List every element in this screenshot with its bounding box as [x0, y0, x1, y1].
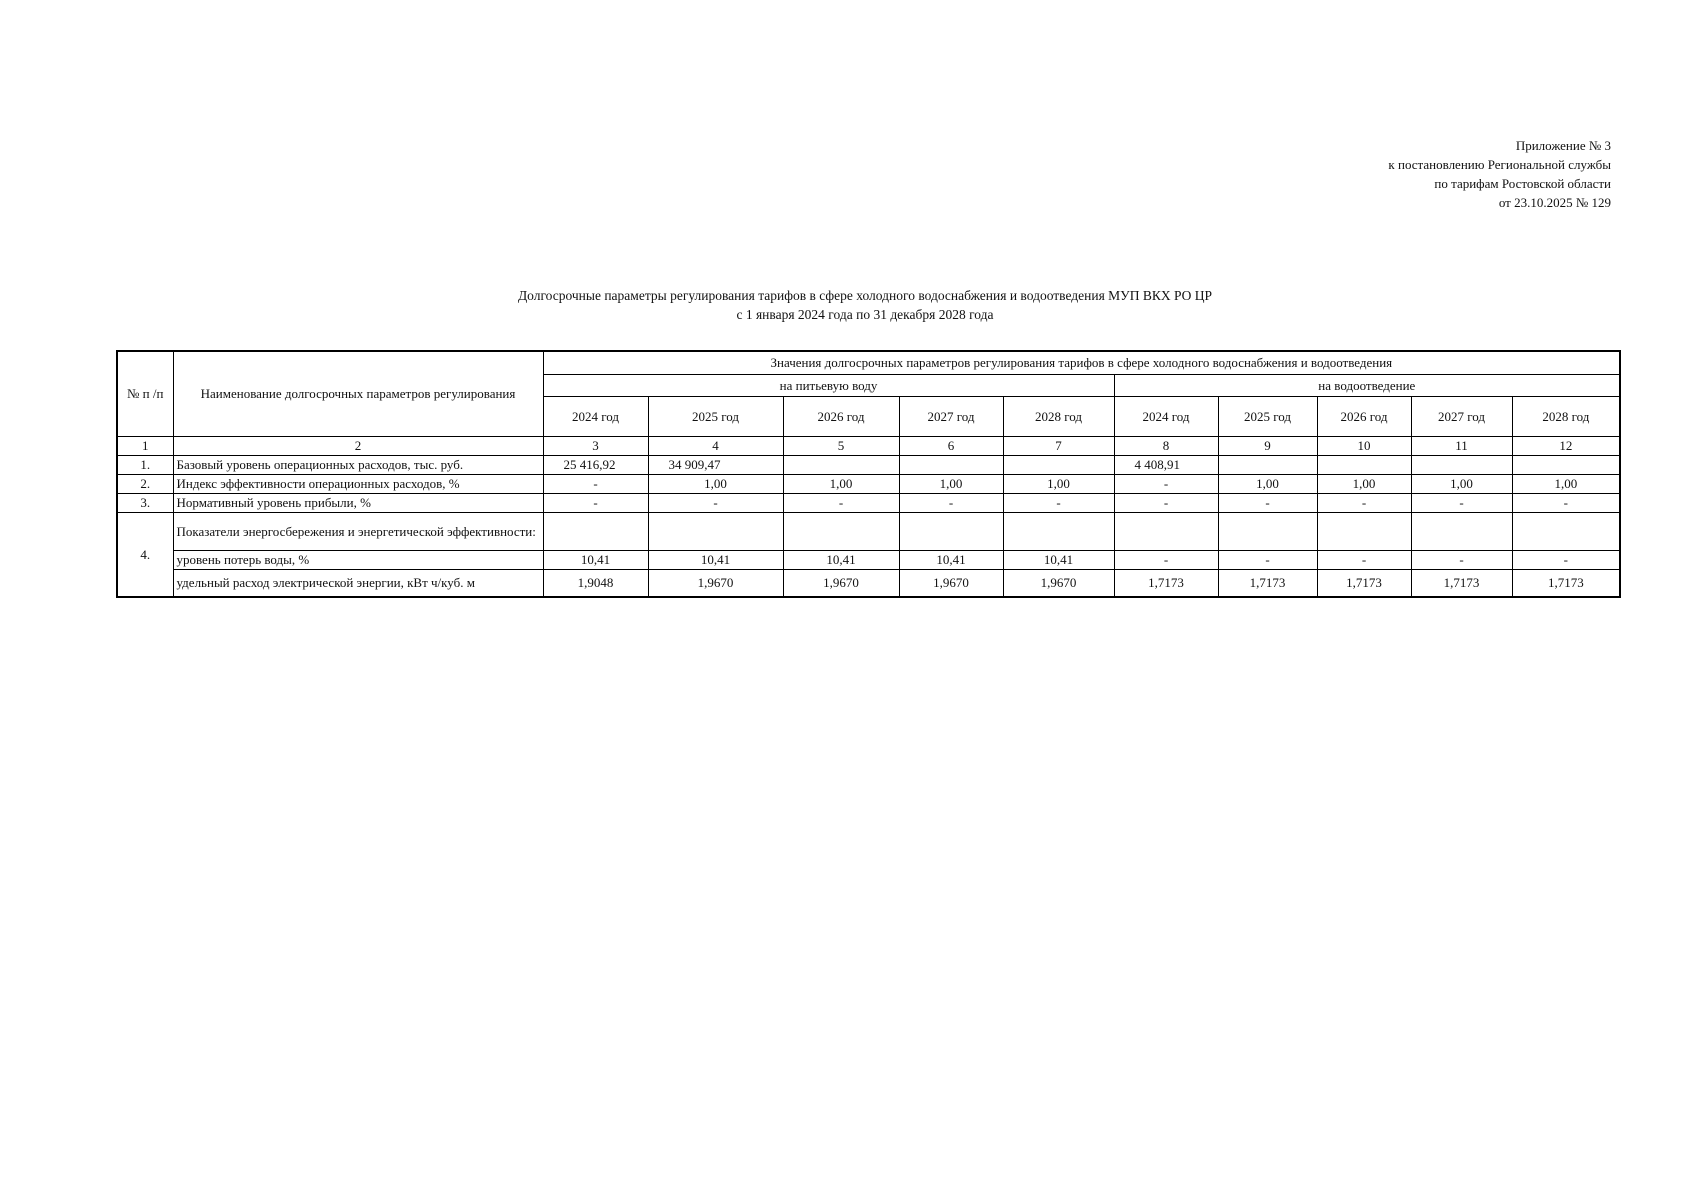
year-header: 2028 год — [1003, 397, 1114, 437]
row-value: - — [899, 494, 1003, 513]
row-value: - — [1317, 551, 1411, 570]
header-name: Наименование долгосрочных параметров регулирования — [173, 351, 543, 437]
row-value: 25 416,92 — [543, 456, 648, 475]
row-value: 1,9670 — [783, 570, 899, 598]
row-value: 1,00 — [1218, 475, 1317, 494]
column-number: 7 — [1003, 437, 1114, 456]
row-value: 10,41 — [648, 551, 783, 570]
title-line-1: Долгосрочные параметры регулирования тарифов в сфере холодного водоснабжения и водоотведения МУП ВКХ РО ЦР — [517, 288, 1213, 303]
row-value: 10,41 — [783, 551, 899, 570]
table-row — [117, 513, 1620, 551]
table-row — [117, 494, 1620, 513]
row-value: 1,9670 — [1003, 570, 1114, 598]
row-value — [1411, 456, 1512, 475]
row-value: 1,00 — [1003, 475, 1114, 494]
row-value — [899, 513, 1003, 551]
row-value — [1317, 456, 1411, 475]
row-value: - — [783, 494, 899, 513]
row-number: 4. — [117, 513, 173, 598]
annex-line-2: к постановлению Региональной службы — [1388, 157, 1611, 172]
table-row — [117, 475, 1620, 494]
header-num: № п /п — [117, 351, 173, 437]
column-number: 5 — [783, 437, 899, 456]
row-value: - — [1114, 551, 1218, 570]
row-name: Показатели энергосбережения и энергетической эффективности: — [173, 513, 543, 551]
row-value: 1,7173 — [1218, 570, 1317, 598]
row-value: 1,9670 — [648, 570, 783, 598]
row-number: 1. — [117, 456, 173, 475]
row-value — [1114, 513, 1218, 551]
row-value: 10,41 — [1003, 551, 1114, 570]
column-number: 6 — [899, 437, 1003, 456]
row-value: - — [1218, 551, 1317, 570]
row-value: - — [1411, 494, 1512, 513]
column-number: 4 — [648, 437, 783, 456]
column-number: 2 — [173, 437, 543, 456]
row-value: 4 408,91 — [1114, 456, 1218, 475]
column-number-row — [117, 437, 1620, 456]
row-value: 1,00 — [1411, 475, 1512, 494]
row-value: 1,9048 — [543, 570, 648, 598]
annex-header — [1388, 136, 1611, 212]
year-header: 2024 год — [543, 397, 648, 437]
annex-line-3: по тарифам Ростовской области — [1434, 176, 1611, 191]
row-value: 34 909,47 — [648, 456, 783, 475]
row-value: - — [1411, 551, 1512, 570]
row-name: удельный расход электрической энергии, кВт ч/куб. м — [173, 570, 543, 598]
row-value — [1218, 513, 1317, 551]
table-row — [117, 570, 1620, 598]
row-number: 3. — [117, 494, 173, 513]
row-name: Базовый уровень операционных расходов, тыс. руб. — [173, 456, 543, 475]
row-value: - — [1512, 494, 1620, 513]
row-value: - — [1218, 494, 1317, 513]
header-values: Значения долгосрочных параметров регулирования тарифов в сфере холодного водоснабжения и водоотведения — [543, 351, 1620, 375]
row-value: 1,00 — [1317, 475, 1411, 494]
column-number: 12 — [1512, 437, 1620, 456]
table-row — [117, 551, 1620, 570]
row-value: 1,9670 — [899, 570, 1003, 598]
row-value: 1,00 — [783, 475, 899, 494]
row-value: - — [543, 475, 648, 494]
row-value: 1,00 — [1512, 475, 1620, 494]
row-value: 1,7173 — [1512, 570, 1620, 598]
row-value — [1512, 456, 1620, 475]
row-value — [543, 513, 648, 551]
row-value: 10,41 — [543, 551, 648, 570]
row-value: 10,41 — [899, 551, 1003, 570]
row-value — [1003, 513, 1114, 551]
column-number: 3 — [543, 437, 648, 456]
row-name: уровень потерь воды, % — [173, 551, 543, 570]
year-header: 2027 год — [899, 397, 1003, 437]
row-value: 1,7173 — [1411, 570, 1512, 598]
year-header: 2026 год — [1317, 397, 1411, 437]
row-value — [783, 513, 899, 551]
header-group-sewer: на водоотведение — [1114, 375, 1620, 397]
column-number: 8 — [1114, 437, 1218, 456]
row-value: 1,7173 — [1317, 570, 1411, 598]
row-value: 1,7173 — [1114, 570, 1218, 598]
row-value: - — [1317, 494, 1411, 513]
row-value: - — [648, 494, 783, 513]
row-value — [1317, 513, 1411, 551]
row-value: 1,00 — [648, 475, 783, 494]
annex-line-4: от 23.10.2025 № 129 — [1498, 195, 1611, 210]
row-value — [1512, 513, 1620, 551]
column-number: 1 — [117, 437, 173, 456]
row-value — [899, 456, 1003, 475]
column-number: 9 — [1218, 437, 1317, 456]
row-value — [1411, 513, 1512, 551]
year-header: 2026 год — [783, 397, 899, 437]
row-value — [1218, 456, 1317, 475]
year-header: 2025 год — [1218, 397, 1317, 437]
header-group-water: на питьевую воду — [543, 375, 1114, 397]
row-value: - — [1003, 494, 1114, 513]
table-row — [117, 456, 1620, 475]
column-number: 10 — [1317, 437, 1411, 456]
row-value: 1,00 — [899, 475, 1003, 494]
row-name: Нормативный уровень прибыли, % — [173, 494, 543, 513]
year-header: 2024 год — [1114, 397, 1218, 437]
year-header: 2027 год — [1411, 397, 1512, 437]
year-header: 2025 год — [648, 397, 783, 437]
row-value: - — [1512, 551, 1620, 570]
row-value — [648, 513, 783, 551]
row-name: Индекс эффективности операционных расходов, % — [173, 475, 543, 494]
row-value — [783, 456, 899, 475]
row-value: - — [1114, 494, 1218, 513]
row-value: - — [543, 494, 648, 513]
row-value: - — [1114, 475, 1218, 494]
row-number: 2. — [117, 475, 173, 494]
parameters-table — [116, 350, 1621, 598]
year-header: 2028 год — [1512, 397, 1620, 437]
annex-line-1: Приложение № 3 — [1515, 138, 1611, 153]
column-number: 11 — [1411, 437, 1512, 456]
document-title — [0, 286, 1698, 324]
title-line-2: с 1 января 2024 года по 31 декабря 2028 года — [736, 307, 994, 322]
row-value — [1003, 456, 1114, 475]
